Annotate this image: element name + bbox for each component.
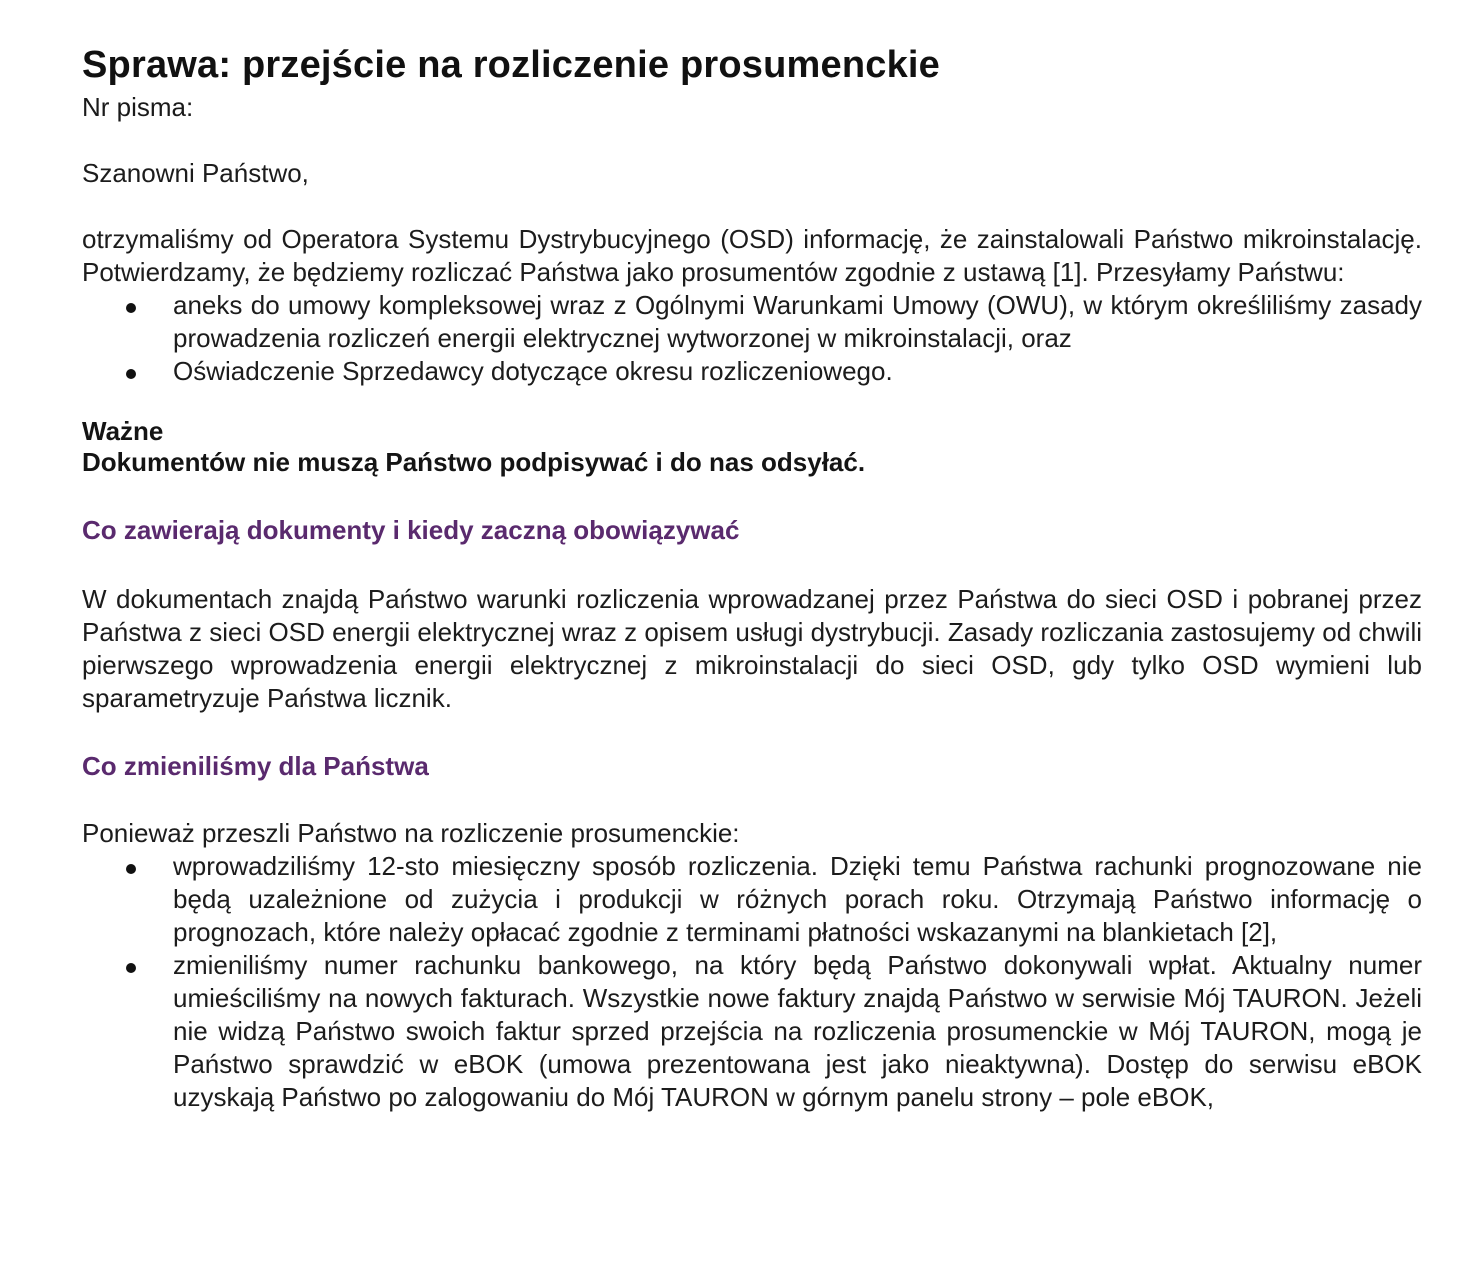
- sent-documents-list: [82, 289, 1422, 388]
- important-label: Ważne: [82, 416, 164, 446]
- bullet-icon: [126, 369, 136, 379]
- section-documents-body: W dokumentach znajdą Państwo warunki rozliczenia wprowadzanej przez Państwa do sieci OSD i pobranej przez Państwa z sieci OSD energii elektrycznej wraz z opisem usługi dystrybucji. Zasady rozliczania zastosujemy od chwili pierwszego wprowadzenia energii elektrycznej z mikroinstalacji do sieci OSD, gdy tylko OSD wymieni lub sparametryzuje Państwa licznik.: [82, 584, 1422, 713]
- reference-line: [82, 90, 1422, 124]
- greeting: Szanowni Państwo,: [82, 158, 309, 188]
- important-text: Dokumentów nie muszą Państwo podpisywać i do nas odsyłać.: [82, 447, 866, 477]
- list-item-text: Oświadczenie Sprzedawcy dotyczące okresu rozliczeniowego.: [173, 356, 893, 386]
- bullet-icon: [126, 963, 136, 973]
- list-item: [82, 289, 1422, 355]
- list-item-text: wprowadziliśmy 12-sto miesięczny sposób rozliczenia. Dzięki temu Państwa rachunki prognozowane nie będą uzależnione od zużycia i produkcji w różnych porach roku. Otrzymają Państwo informację o prognozach, które należy opłacać zgodnie z terminami płatności wskazanymi na blankietach [2],: [173, 851, 1422, 947]
- intro-paragraph: otrzymaliśmy od Operatora Systemu Dystrybucyjnego (OSD) informację, że zainstalowali Państwo mikroinstalację. Potwierdzamy, że będziemy rozliczać Państwa jako prosumentów zgodnie z ustawą [1]. Przesyłamy Państwu:: [82, 224, 1422, 287]
- changes-list: [82, 850, 1422, 1114]
- reference-label: Nr pisma:: [82, 92, 194, 122]
- list-item: [82, 355, 1422, 388]
- list-item-text: zmieniliśmy numer rachunku bankowego, na który będą Państwo dokonywali wpłat. Aktualny numer umieściliśmy na nowych fakturach. Wszystkie nowe faktury znajdą Państwo w serwisie Mój TAURON. Jeżeli nie widzą Państwo swoich faktur sprzed przejścia na rozliczenia prosumenckie w Mój TAURON, mogą je Państwo sprawdzić w eBOK (umowa prezentowana jest jako nieaktywna). Dostęp do serwisu eBOK uzyskają Państwo po zalogowaniu do Mój TAURON w górnym panelu strony – pole eBOK,: [173, 950, 1422, 1112]
- bullet-icon: [126, 864, 136, 874]
- redacted-reference-number: [200, 99, 630, 119]
- list-item-text: aneks do umowy kompleksowej wraz z Ogólnymi Warunkami Umowy (OWU), w którym określiliśmy zasady prowadzenia rozliczeń energii elektrycznej wytworzonej w mikroinstalacji, oraz: [173, 290, 1422, 353]
- section-heading-changes: Co zmieniliśmy dla Państwa: [82, 751, 429, 781]
- section-changes-intro: Ponieważ przeszli Państwo na rozliczenie prosumenckie:: [82, 818, 740, 848]
- section-heading-documents: Co zawierają dokumenty i kiedy zaczną obowiązywać: [82, 515, 740, 545]
- important-notice: [82, 416, 1422, 478]
- list-item: [82, 949, 1422, 1114]
- list-item: [82, 850, 1422, 949]
- letter-page: [82, 40, 1422, 1114]
- bullet-icon: [126, 303, 136, 313]
- letter-title: Sprawa: przejście na rozliczenie prosumenckie: [82, 44, 940, 86]
